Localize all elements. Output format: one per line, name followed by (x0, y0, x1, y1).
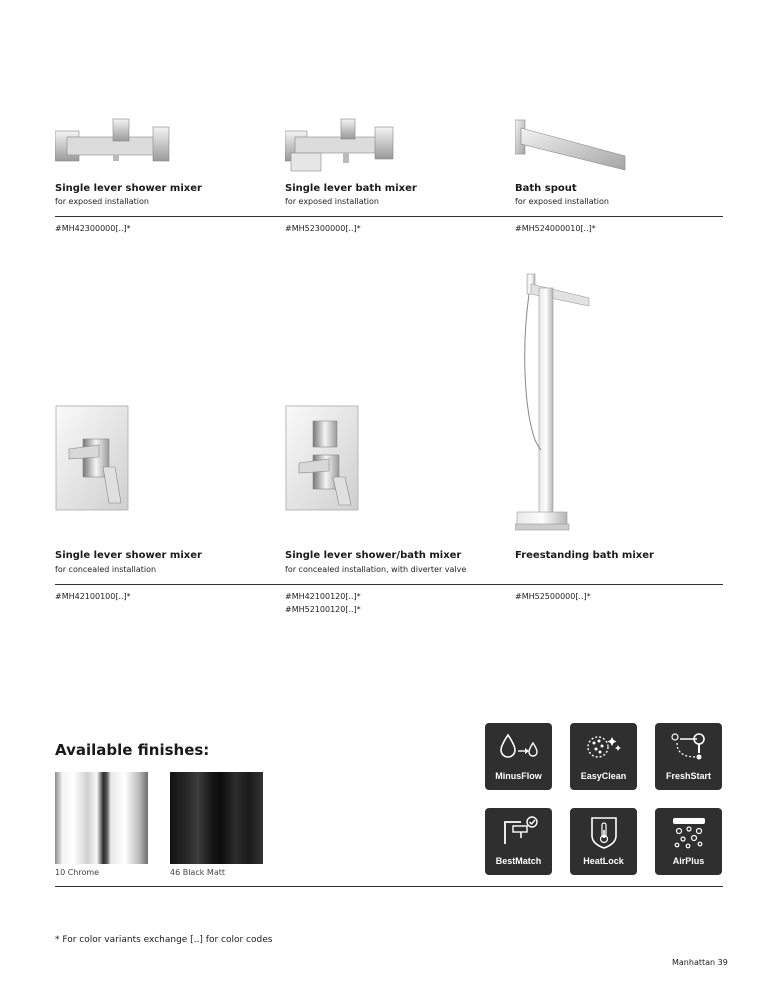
feature-label: AirPlus (672, 856, 705, 866)
spray-clean-icon (584, 729, 624, 765)
faucet-check-icon (499, 814, 539, 850)
feature-tile-easyclean (570, 723, 637, 790)
product-subtitle: for exposed installation (55, 197, 149, 206)
feature-label: BestMatch (495, 856, 542, 866)
product-title: Freestanding bath mixer (515, 550, 654, 561)
feature-tile-airplus (655, 808, 722, 875)
product-title: Single lever shower mixer (55, 183, 202, 194)
feature-label: HeatLock (583, 856, 624, 866)
product-code: #MH524000010[..]* (515, 224, 596, 233)
product-code: #MH42100120[..]* (285, 592, 361, 601)
finish-swatch-chrome (55, 772, 148, 864)
product-image-bath-mixer-exposed (285, 115, 400, 177)
product-code: #MH52100120[..]* (285, 605, 361, 614)
fresh-start-icon (669, 729, 709, 765)
page-label: Manhattan 39 (672, 958, 728, 967)
section-divider (55, 584, 723, 585)
product-subtitle: for exposed installation (285, 197, 379, 206)
finishes-heading: Available finishes: (55, 741, 210, 759)
product-title: Single lever shower/bath mixer (285, 550, 462, 561)
product-image-bath-spout (515, 118, 630, 178)
product-subtitle: for concealed installation, with diverter valve (285, 565, 467, 574)
feature-label: EasyClean (580, 771, 627, 781)
feature-tile-heatlock (570, 808, 637, 875)
product-code: #MH42300000[..]* (55, 224, 131, 233)
product-image-shower-mixer-concealed (55, 405, 129, 511)
product-image-shower-bath-mixer-concealed (285, 405, 359, 511)
feature-label: MinusFlow (495, 771, 542, 781)
water-drops-icon (499, 729, 539, 765)
product-title: Single lever shower mixer (55, 550, 202, 561)
section-divider (55, 886, 723, 887)
finish-label: 46 Black Matt (170, 868, 225, 877)
feature-tile-freshstart (655, 723, 722, 790)
air-bubbles-icon (669, 814, 709, 850)
product-image-freestanding-bath-mixer (515, 272, 595, 534)
finish-label: 10 Chrome (55, 868, 100, 877)
feature-tile-minusflow (485, 723, 552, 790)
product-subtitle: for concealed installation (55, 565, 157, 574)
product-title: Bath spout (515, 183, 577, 194)
feature-tile-bestmatch (485, 808, 552, 875)
footnote: * For color variants exchange [..] for color codes (55, 935, 273, 945)
product-code: #MH52300000[..]* (285, 224, 361, 233)
product-subtitle: for exposed installation (515, 197, 609, 206)
product-code: #MH42100100[..]* (55, 592, 131, 601)
section-divider (55, 216, 723, 217)
finish-swatch-black-matt (170, 772, 263, 864)
thermometer-lock-icon (584, 814, 624, 850)
product-image-shower-mixer-exposed (55, 115, 185, 175)
product-code: #MH52500000[..]* (515, 592, 591, 601)
product-title: Single lever bath mixer (285, 183, 417, 194)
feature-label: FreshStart (665, 771, 711, 781)
